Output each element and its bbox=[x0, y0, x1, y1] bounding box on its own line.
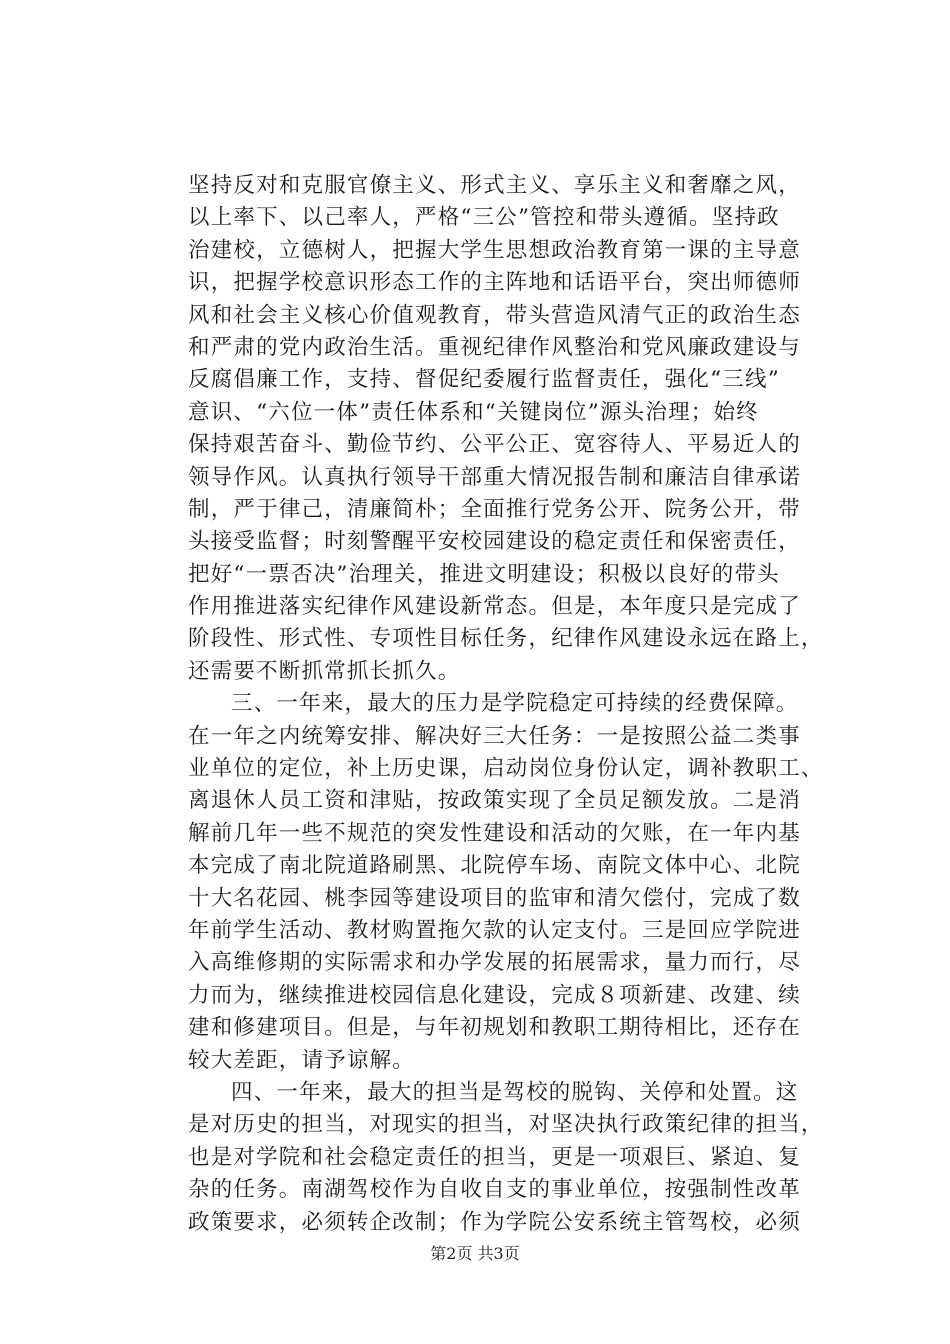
text-line: 阶段性、形式性、专项性目标任务，纪律作风建设永远在路上， bbox=[188, 626, 824, 652]
text-line: 是对历史的担当，对现实的担当，对坚决执行政策纪律的担当， bbox=[188, 1112, 824, 1138]
text-line: 也是对学院和社会稳定责任的担当，更是一项艰巨、紧迫、复 bbox=[188, 1144, 801, 1170]
text-line: 保持艰苦奋斗、勤俭节约、公平公正、宽容待人、平易近人的 bbox=[188, 432, 801, 458]
text-line: 作用推进落实纪律作风建设新常态。但是，本年度只是完成了 bbox=[188, 594, 801, 620]
text-line: 以上率下、以己率人，严格“三公”管控和带头遵循。坚持政 bbox=[188, 205, 780, 231]
text-line: 离退休人员工资和津贴，按政策实现了全员足额发放。二是消 bbox=[188, 788, 801, 814]
text-line: 较大差距，请予谅解。 bbox=[188, 1047, 416, 1073]
text-line: 业单位的定位，补上历史课，启动岗位身份认定，调补教职工、 bbox=[188, 756, 824, 782]
text-line: 风和社会主义核心价值观教育，带头营造风清气正的政治生态 bbox=[188, 302, 801, 328]
text-line: 制，严于律己，清廉简朴；全面推行党务公开、院务公开，带 bbox=[188, 496, 801, 522]
text-line: 本完成了南北院道路刷黑、北院停车场、南院文体中心、北院 bbox=[188, 853, 801, 879]
text-line: 入高维修期的实际需求和办学发展的拓展需求，量力而行，尽 bbox=[188, 950, 801, 976]
text-line: 年前学生活动、教材购置拖欠款的认定支付。三是回应学院进 bbox=[188, 917, 801, 943]
text-line: 坚持反对和克服官僚主义、形式主义、享乐主义和奢靡之风， bbox=[188, 173, 801, 198]
text-line: 和严肃的党内政治生活。重视纪律作风整治和党风廉政建设与 bbox=[188, 334, 801, 360]
text-line: 头接受监督；时刻警醒平安校园建设的稳定责任和保密责任， bbox=[188, 529, 801, 555]
text-line: 建和修建项目。但是，与年初规划和教职工期待相比，还存在 bbox=[188, 1015, 801, 1041]
text-line: 治建校，立德树人，把握大学生思想政治教育第一课的主导意 bbox=[188, 237, 801, 263]
text-line: 解前几年一些不规范的突发性建设和活动的欠账，在一年内基 bbox=[188, 820, 801, 846]
text-line: 意识、“六位一体”责任体系和“关键岗位”源头治理；始终 bbox=[188, 399, 759, 425]
text-line: 把好“一票否决”治理关，推进文明建设；积极以良好的带头 bbox=[188, 561, 780, 587]
text-line: 杂的任务。南湖驾校作为自收自支的事业单位，按强制性改革 bbox=[188, 1177, 801, 1203]
text-line: 在一年之内统筹安排、解决好三大任务：一是按照公益二类事 bbox=[188, 723, 801, 749]
text-line: 领导作风。认真执行领导干部重大情况报告制和廉洁自律承诺 bbox=[188, 464, 801, 490]
body-text bbox=[188, 170, 824, 1239]
text-line: 还需要不断抓常抓长抓久。 bbox=[188, 658, 461, 684]
text-line: 政策要求，必须转企改制；作为学院公安系统主管驾校，必须 bbox=[188, 1209, 801, 1235]
text-line: 三、一年来，最大的压力是学院稳定可持续的经费保障。 bbox=[231, 691, 799, 717]
page-footer: 第2页 共3页 bbox=[430, 1244, 520, 1263]
text-line: 四、一年来，最大的担当是驾校的脱钩、关停和处置。这 bbox=[231, 1079, 799, 1105]
text-line: 反腐倡廉工作，支持、督促纪委履行监督责任，强化“三线” bbox=[188, 367, 780, 393]
text-line: 识，把握学校意识形态工作的主阵地和话语平台，突出师德师 bbox=[188, 270, 801, 296]
text-line: 力而为，继续推进校园信息化建设，完成８项新建、改建、续 bbox=[188, 982, 801, 1008]
text-line: 十大名花园、桃李园等建设项目的监审和清欠偿付，完成了数 bbox=[188, 885, 801, 911]
